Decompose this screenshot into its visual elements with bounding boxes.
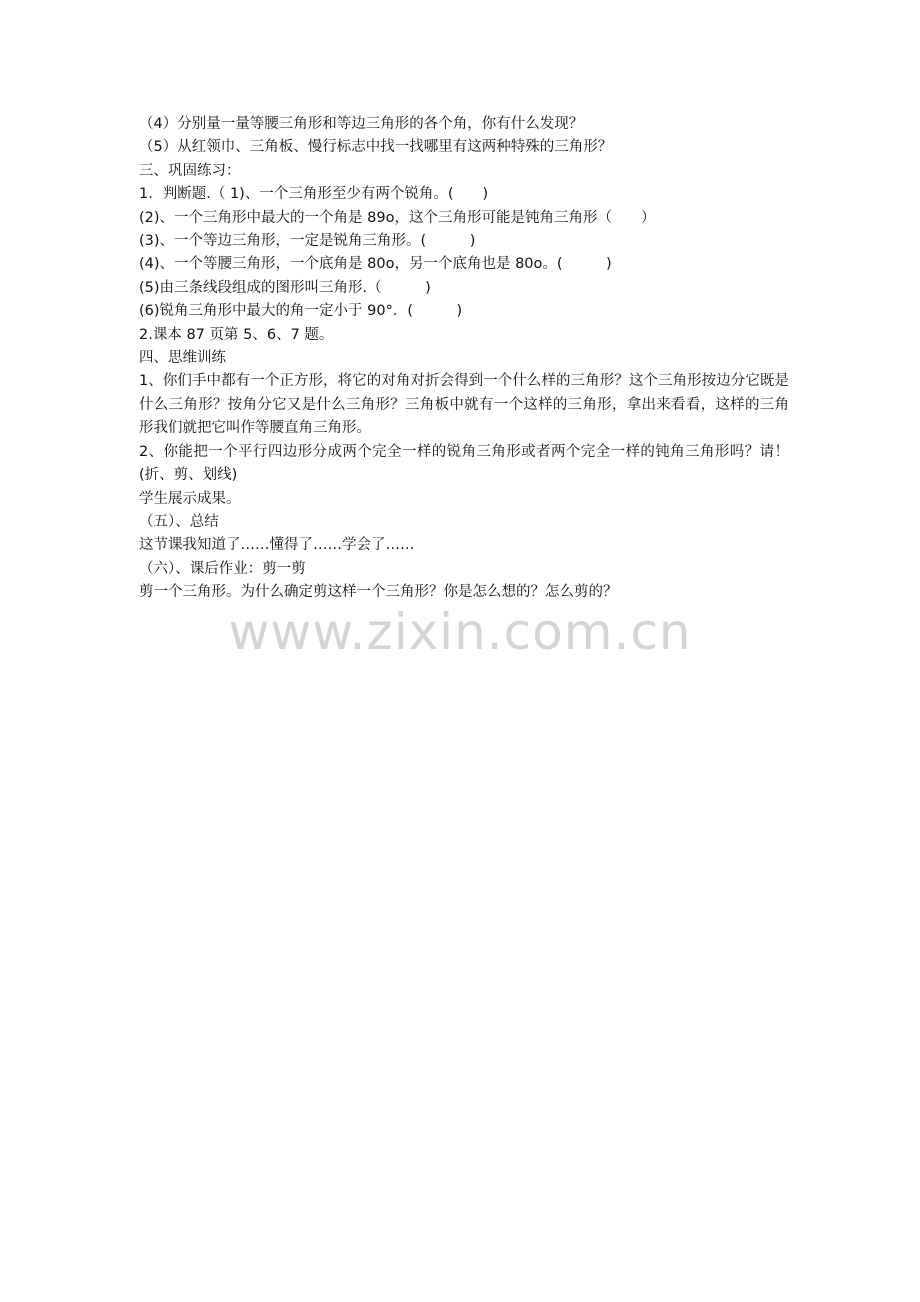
judgment-item-1: 1．判断题.（ 1)、一个三角形至少有两个锐角。( ): [139, 186, 489, 203]
section-heading-thinking: 四、思维训练: [139, 350, 226, 367]
judgment-item-6: (6)锐角三角形中最大的角一定小于 90°．( ): [139, 303, 463, 320]
document-body: [139, 113, 789, 605]
thinking-paragraph-2: 2、你能把一个平行四边形分成两个完全一样的锐角三角形或者两个完全一样的钝角三角形吗？请！(折、剪、划线): [139, 443, 789, 484]
watermark-text: www.zixin.com.cn: [228, 603, 692, 661]
section-heading-practice: 三、巩固练习：: [139, 162, 241, 179]
textbook-exercise-line: 2.课本 87 页第 5、6、7 题。: [139, 326, 334, 343]
text-line-question-4: （4）分别量一量等腰三角形和等边三角形的各个角，你有什么发现？: [139, 116, 584, 132]
summary-line: 这节课我知道了……懂得了……学会了……: [139, 537, 415, 554]
judgment-item-5: (5)由三条线段组成的图形叫三角形.（ ): [139, 279, 431, 296]
thinking-paragraph-1: 1、你们手中都有一个正方形，将它的对角对折会得到一个什么样的三角形？这个三角形按边分它既是什么三角形？按角分它又是什么三角形？三角板中就有一个这样的三角形，拿出来看看，这样的三角形我们就把它叫作等腰直角三角形。: [139, 373, 789, 437]
section-heading-summary: （五）、总结: [139, 513, 219, 530]
homework-line: 剪一个三角形。为什么确定剪这样一个三角形？你是怎么想的？怎么剪的？: [139, 584, 618, 601]
judgment-item-4: (4)、一个等腰三角形，一个底角是 80o，另一个底角也是 80o。( ): [139, 256, 612, 273]
section-heading-homework: （六）、课后作业：剪一剪: [139, 560, 306, 577]
text-line-question-5: （5）从红领巾、三角板、慢行标志中找一找哪里有这两种特殊的三角形？: [139, 139, 613, 156]
judgment-item-2: (2)、一个三角形中最大的一个角是 89o，这个三角形可能是钝角三角形（ ）: [139, 209, 656, 226]
judgment-item-3: (3)、一个等边三角形，一定是锐角三角形。( ): [139, 233, 476, 250]
student-showcase-line: 学生展示成果。: [139, 490, 241, 507]
